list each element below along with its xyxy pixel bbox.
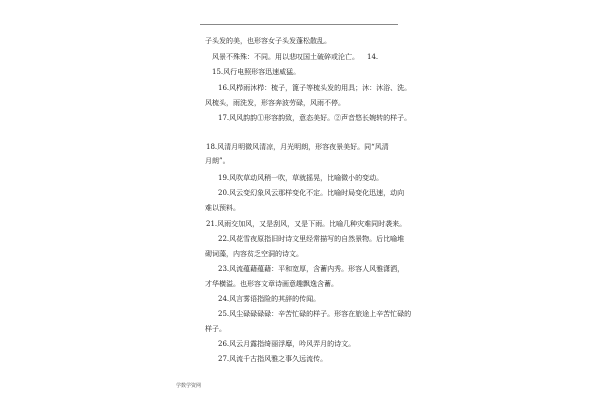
text-line-13: 22.风花雪夜原指旧时诗文里经常描写的自然景物。后比喻堆 xyxy=(218,235,405,243)
text-line-16: 才华横溢。也形容文章诗画意趣飘逸含蓄。 xyxy=(205,280,338,288)
text-line-10: 20.风云变幻象风云那样变化不定。比喻时局变化迅速，动向 xyxy=(218,189,405,197)
text-line-17: 24.风言雾语指险的其辞的传闻。 xyxy=(218,295,321,303)
text-line-18: 25.风尘碌碌碌碌：辛苦忙碌的样子。形容在旅途上辛苦忙碌的 xyxy=(218,310,412,318)
page-footer: 学数学资网 xyxy=(176,383,202,389)
text-line-2: 风景不殊殊：不同。用以悲叹国土破碎或沦亡。 xyxy=(212,53,359,61)
text-line-14: 砌词藻，内容贫乏空洞的诗文。 xyxy=(205,250,303,258)
text-line-1: 子头发的美，也形容女子头发蓬松散乱。 xyxy=(205,37,331,45)
text-line-5: 风梳头，雨洗发，形容奔波劳碌，风雨不停。 xyxy=(205,99,345,107)
text-line-3: 15.风行电照形容迅速威猛。 xyxy=(212,68,301,76)
text-line-4: 16.风栉雨沐栉：梳子，篦子等梳头发的用具；沐：沐浴、洗。 xyxy=(218,84,412,92)
item-number-14: 14. xyxy=(367,53,379,61)
text-line-6: 17.风风韵韵①形容韵致，意态美好。②声音悠长婉转的样子。 xyxy=(218,114,412,122)
text-line-15: 23.风流蕴藉蕴藉：平和宽厚，含蓄内秀。形容人风雅潇洒， xyxy=(218,265,405,273)
text-line-12: 21.风雨交加风，又是刮风，又是下雨。比喻几种灾难同时袭来。 xyxy=(206,220,407,228)
header-rule xyxy=(200,24,398,25)
text-line-21: 27.风流千古指风雅之事久远流传。 xyxy=(218,355,328,363)
text-line-20: 26.风云月露指绮丽浮靡，吟风弄月的诗文。 xyxy=(218,340,356,348)
text-line-7: 18.风清月明微风清凉，月光明朗，形容夜景美好。同“风清 xyxy=(206,143,389,151)
text-line-9: 19.风吹草动风稍一吹，草就摇晃，比喻微小的变动。 xyxy=(218,174,384,182)
text-line-11: 难以预料。 xyxy=(205,204,240,212)
text-line-8: 月朗”。 xyxy=(205,157,230,165)
text-line-19: 样子。 xyxy=(205,325,226,333)
